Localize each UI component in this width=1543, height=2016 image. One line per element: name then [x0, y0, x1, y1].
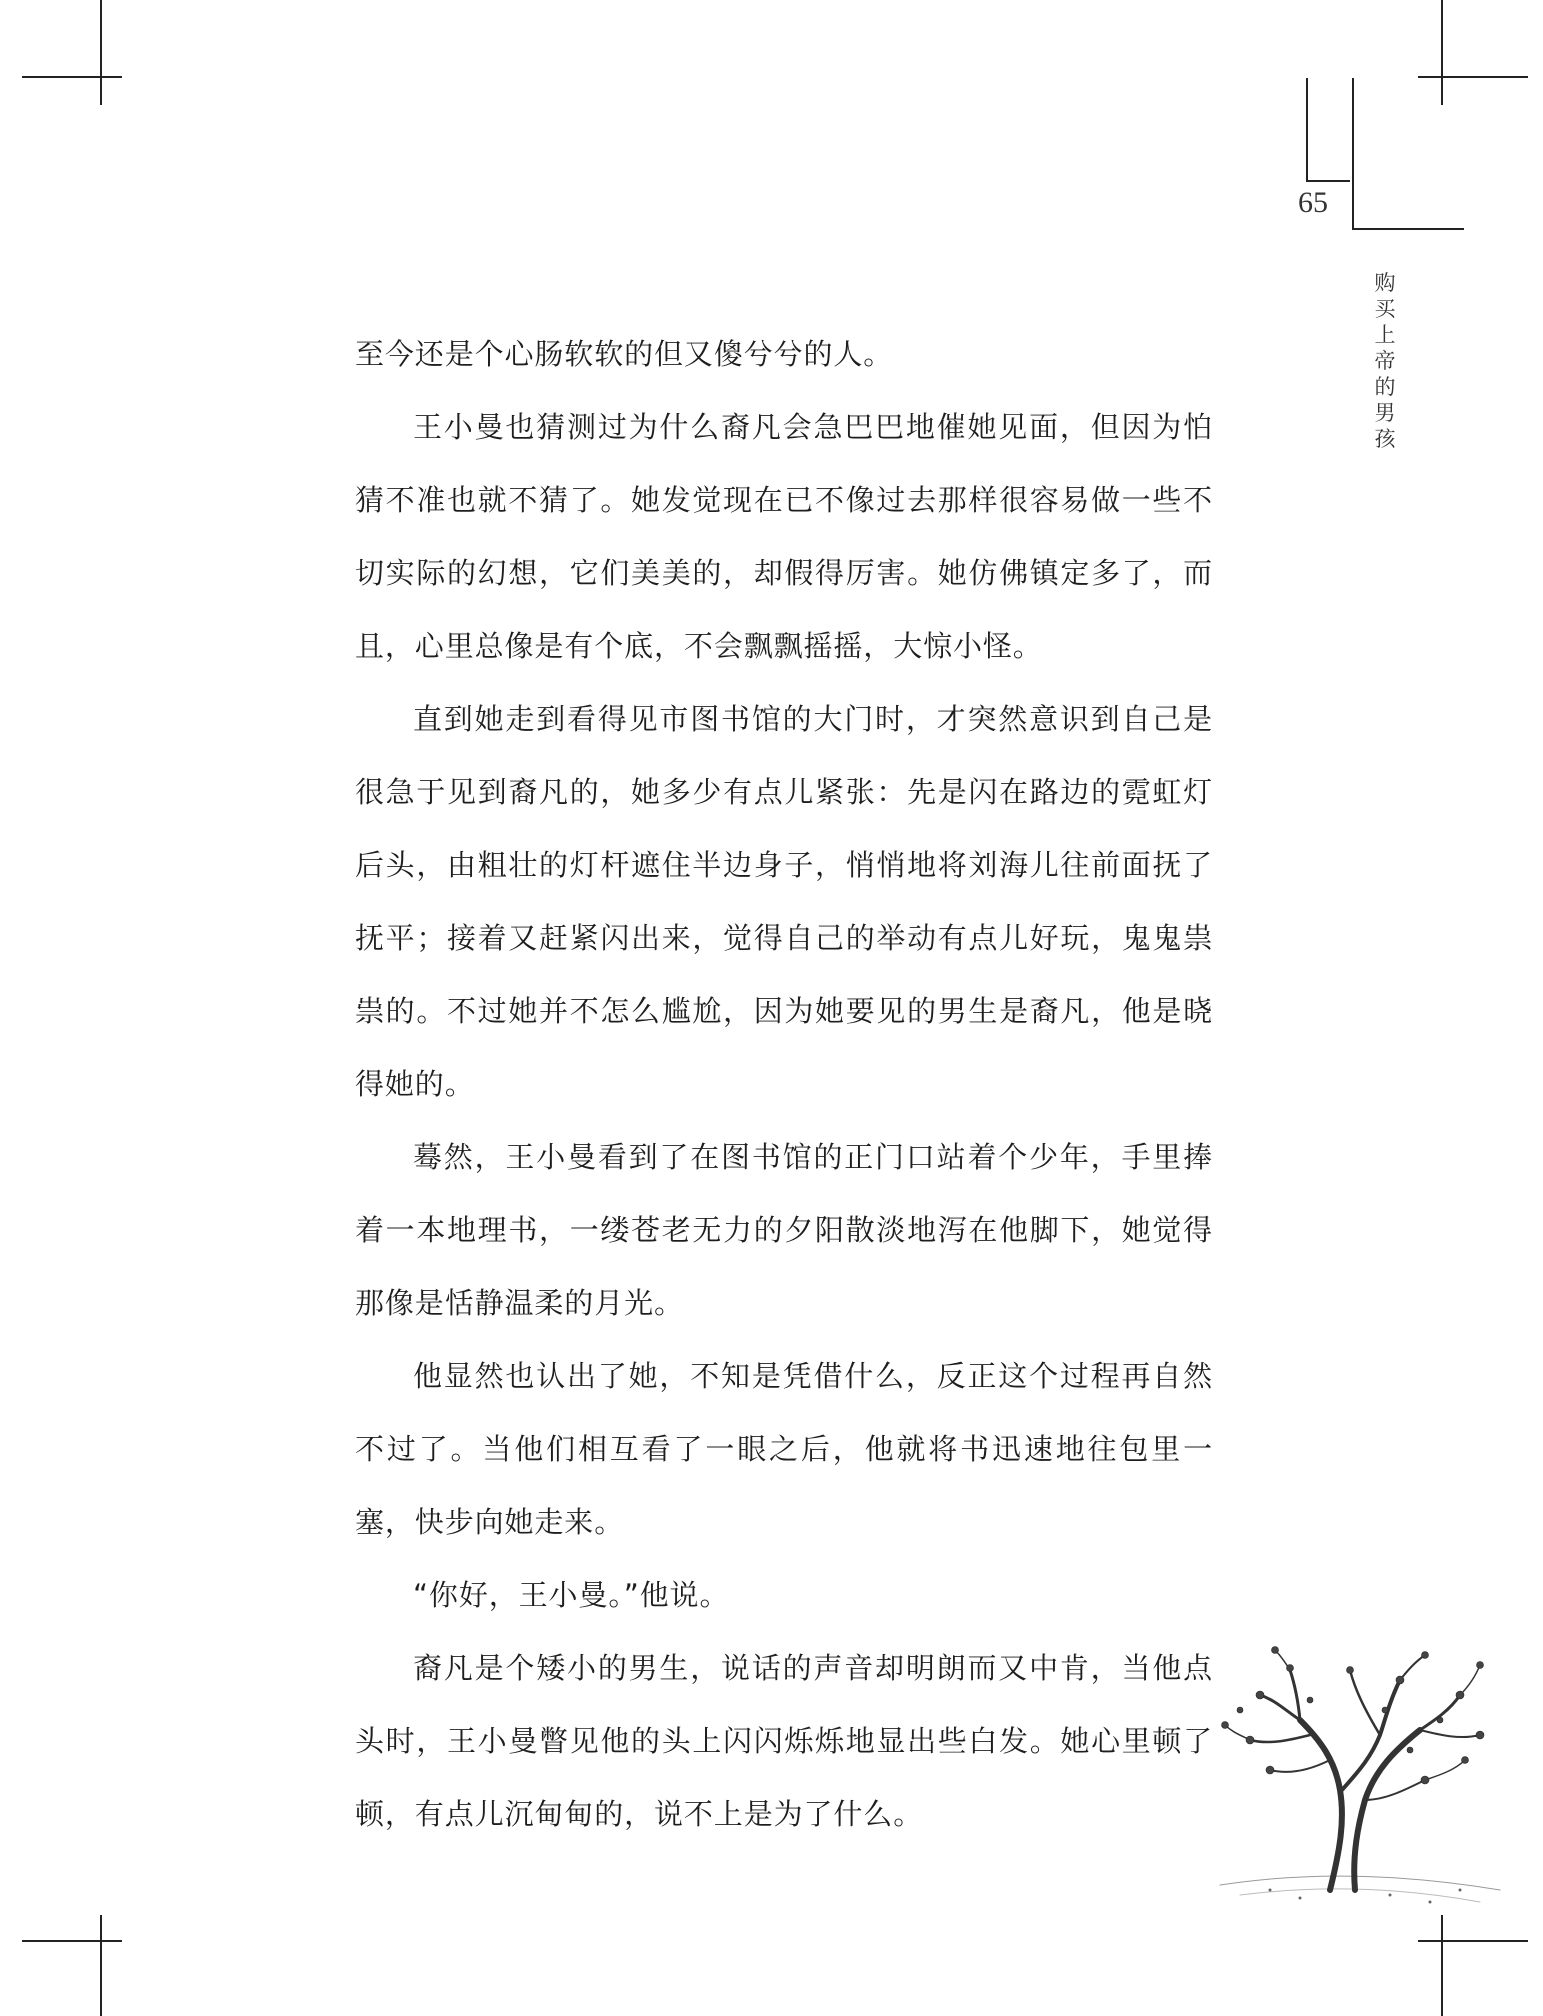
paragraph: 裔凡是个矮小的男生，说话的声音却明朗而又中肯，当他点头时，王小曼瞥见他的头上闪闪烁烁地显出些白发。她心里顿了顿，有点儿沉甸甸的，说不上是为了什么。 — [355, 1651, 1213, 1831]
body-text — [355, 318, 1213, 1851]
paragraph: 蓦然，王小曼看到了在图书馆的正门口站着个少年，手里捧着一本地理书，一缕苍老无力的夕阳散淡地泻在他脚下，她觉得那像是恬静温柔的月光。 — [355, 1140, 1213, 1320]
paragraph: “你好，王小曼。”他说。 — [413, 1578, 730, 1612]
running-title — [1370, 270, 1400, 452]
paragraph: 至今还是个心肠软软的但又傻兮兮的人。 — [355, 337, 894, 371]
paragraph: 王小曼也猜测过为什么裔凡会急巴巴地催她见面，但因为怕猜不准也就不猜了。她发觉现在已不像过去那样很容易做一些不切实际的幻想，它们美美的，却假得厉害。她仿佛镇定多了，而且，心里总像是有个底，不会飘飘摇摇，大惊小怪。 — [355, 410, 1213, 663]
running-title-char: 男 — [1374, 401, 1396, 425]
running-title-char: 购 — [1374, 271, 1396, 295]
running-title-char: 上 — [1374, 323, 1396, 347]
running-title-char: 买 — [1374, 297, 1396, 321]
running-title-char: 的 — [1374, 375, 1396, 399]
paragraph: 他显然也认出了她，不知是凭借什么，反正这个过程再自然不过了。当他们相互看了一眼之后，他就将书迅速地往包里一塞，快步向她走来。 — [355, 1359, 1213, 1539]
tree-illustration — [1180, 1640, 1520, 1940]
running-title-char: 孩 — [1374, 427, 1396, 451]
paragraph: 直到她走到看得见市图书馆的大门时，才突然意识到自己是很急于见到裔凡的，她多少有点儿紧张：先是闪在路边的霓虹灯后头，由粗壮的灯杆遮住半边身子，悄悄地将刘海儿往前面抚了抚平；接着又赶紧闪出来，觉得自己的举动有点儿好玩，鬼鬼祟祟的。不过她并不怎么尴尬，因为她要见的男生是裔凡，他是晓得她的。 — [355, 702, 1213, 1101]
page-number: 65 — [1298, 186, 1328, 219]
running-title-char: 帝 — [1374, 349, 1396, 373]
